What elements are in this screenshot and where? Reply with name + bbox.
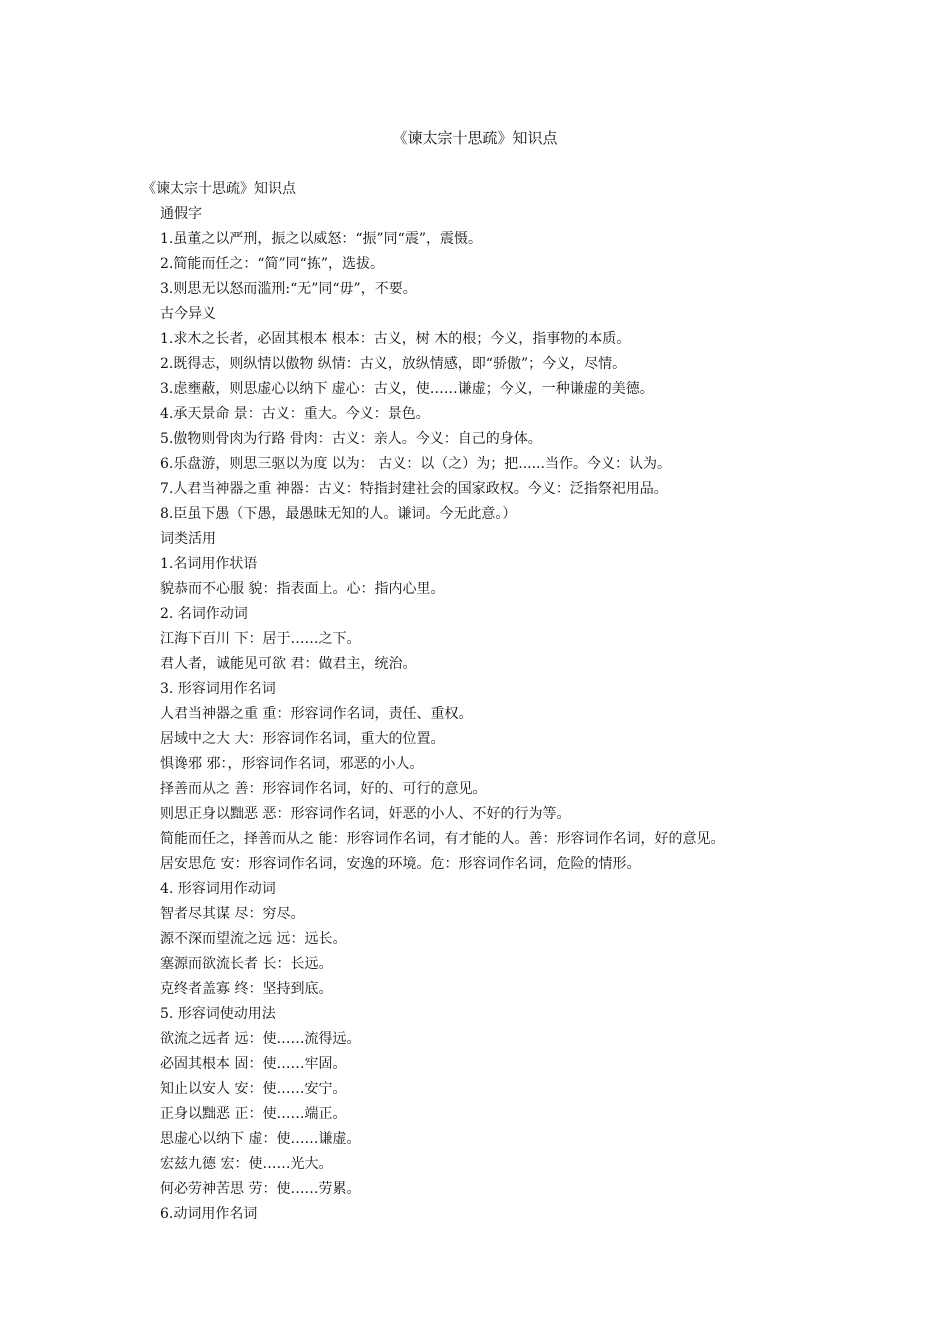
text-line: 人君当神器之重 重：形容词作名词，责任、重权。 [160,706,473,722]
text-line: 知止以安人 安：使……安宁。 [160,1081,347,1097]
text-line: 正身以黜恶 正：使……端正。 [160,1106,347,1122]
heading-gujinyiyi: 古今异义 [160,306,216,322]
document-body [142,177,902,1227]
subheading: 2. 名词作动词 [160,606,248,622]
text-line: 1.求木之长者，必固其根本 根本：古义，树 木的根；今义，指事物的本质。 [160,331,631,347]
text-line: 貌恭而不心服 貌：指表面上。心：指内心里。 [160,581,445,597]
section-title: 《谏太宗十思疏》知识点 [142,181,296,197]
heading-cileihuoyong: 词类活用 [160,531,216,547]
text-line: 欲流之远者 远：使……流得远。 [160,1031,361,1047]
text-line: 8.臣虽下愚（下愚，最愚昧无知的人。谦词。今无此意。） [160,506,517,522]
text-line: 源不深而望流之远 远：远长。 [160,931,347,947]
page-title: 《谏太宗十思疏》知识点 [392,129,558,147]
subheading: 1.名词用作状语 [160,556,258,572]
subheading: 4. 形容词用作动词 [160,881,276,897]
text-line: 3.则思无以怒而滥刑:“无”同“毋”，不要。 [160,281,417,297]
text-line: 必固其根本 固：使……牢固。 [160,1056,347,1072]
text-line: 1.虽董之以严刑，振之以威怒：“振”同“震”，震慑。 [160,231,482,247]
text-line: 克终者盖寡 终：坚持到底。 [160,981,333,997]
text-line: 君人者，诚能见可欲 君：做君主，统治。 [160,656,417,672]
text-line: 居安思危 安：形容词作名词，安逸的环境。危：形容词作名词，危险的情形。 [160,856,641,872]
heading-tongjiazi: 通假字 [160,206,202,222]
text-line: 5.傲物则骨肉为行路 骨肉：古义：亲人。今义：自己的身体。 [160,431,542,447]
text-line: 江海下百川 下：居于……之下。 [160,631,361,647]
subheading: 3. 形容词用作名词 [160,681,276,697]
subheading: 5. 形容词使动用法 [160,1006,276,1022]
text-line: 塞源而欲流长者 长：长远。 [160,956,333,972]
text-line: 2.简能而任之：“简”同“拣”，选拔。 [160,256,384,272]
text-line: 简能而任之，择善而从之 能：形容词作名词，有才能的人。善：形容词作名词，好的意见。 [160,831,725,847]
text-line: 7.人君当神器之重 神器：古义：特指封建社会的国家政权。今义：泛指祭祀用品。 [160,481,668,497]
text-line: 智者尽其谋 尽：穷尽。 [160,906,305,922]
text-line: 则思正身以黜恶 恶：形容词作名词，奸恶的小人、不好的行为等。 [160,806,571,822]
text-line: 思虚心以纳下 虚：使……谦虚。 [160,1131,361,1147]
text-line: 2.既得志，则纵情以傲物 纵情：古义，放纵情感，即“骄傲”；今义，尽情。 [160,356,627,372]
text-line: 择善而从之 善：形容词作名词，好的、可行的意见。 [160,781,487,797]
text-line: 惧谗邪 邪：，形容词作名词，邪恶的小人。 [160,756,424,772]
text-line: 居域中之大 大：形容词作名词，重大的位置。 [160,731,445,747]
text-line: 3.虑壅蔽，则思虚心以纳下 虚心：古义，使……谦虚；今义，一种谦虚的美德。 [160,381,654,397]
text-line: 4.承天景命 景：古义：重大。今义：景色。 [160,406,430,422]
subheading: 6.动词用作名词 [160,1206,258,1222]
text-line: 宏兹九德 宏：使……光大。 [160,1156,333,1172]
text-line: 何必劳神苦思 劳：使……劳累。 [160,1181,361,1197]
text-line: 6.乐盘游，则思三驱以为度 以为： 古义：以（之）为；把......当作。今义：认为。 [160,456,671,472]
